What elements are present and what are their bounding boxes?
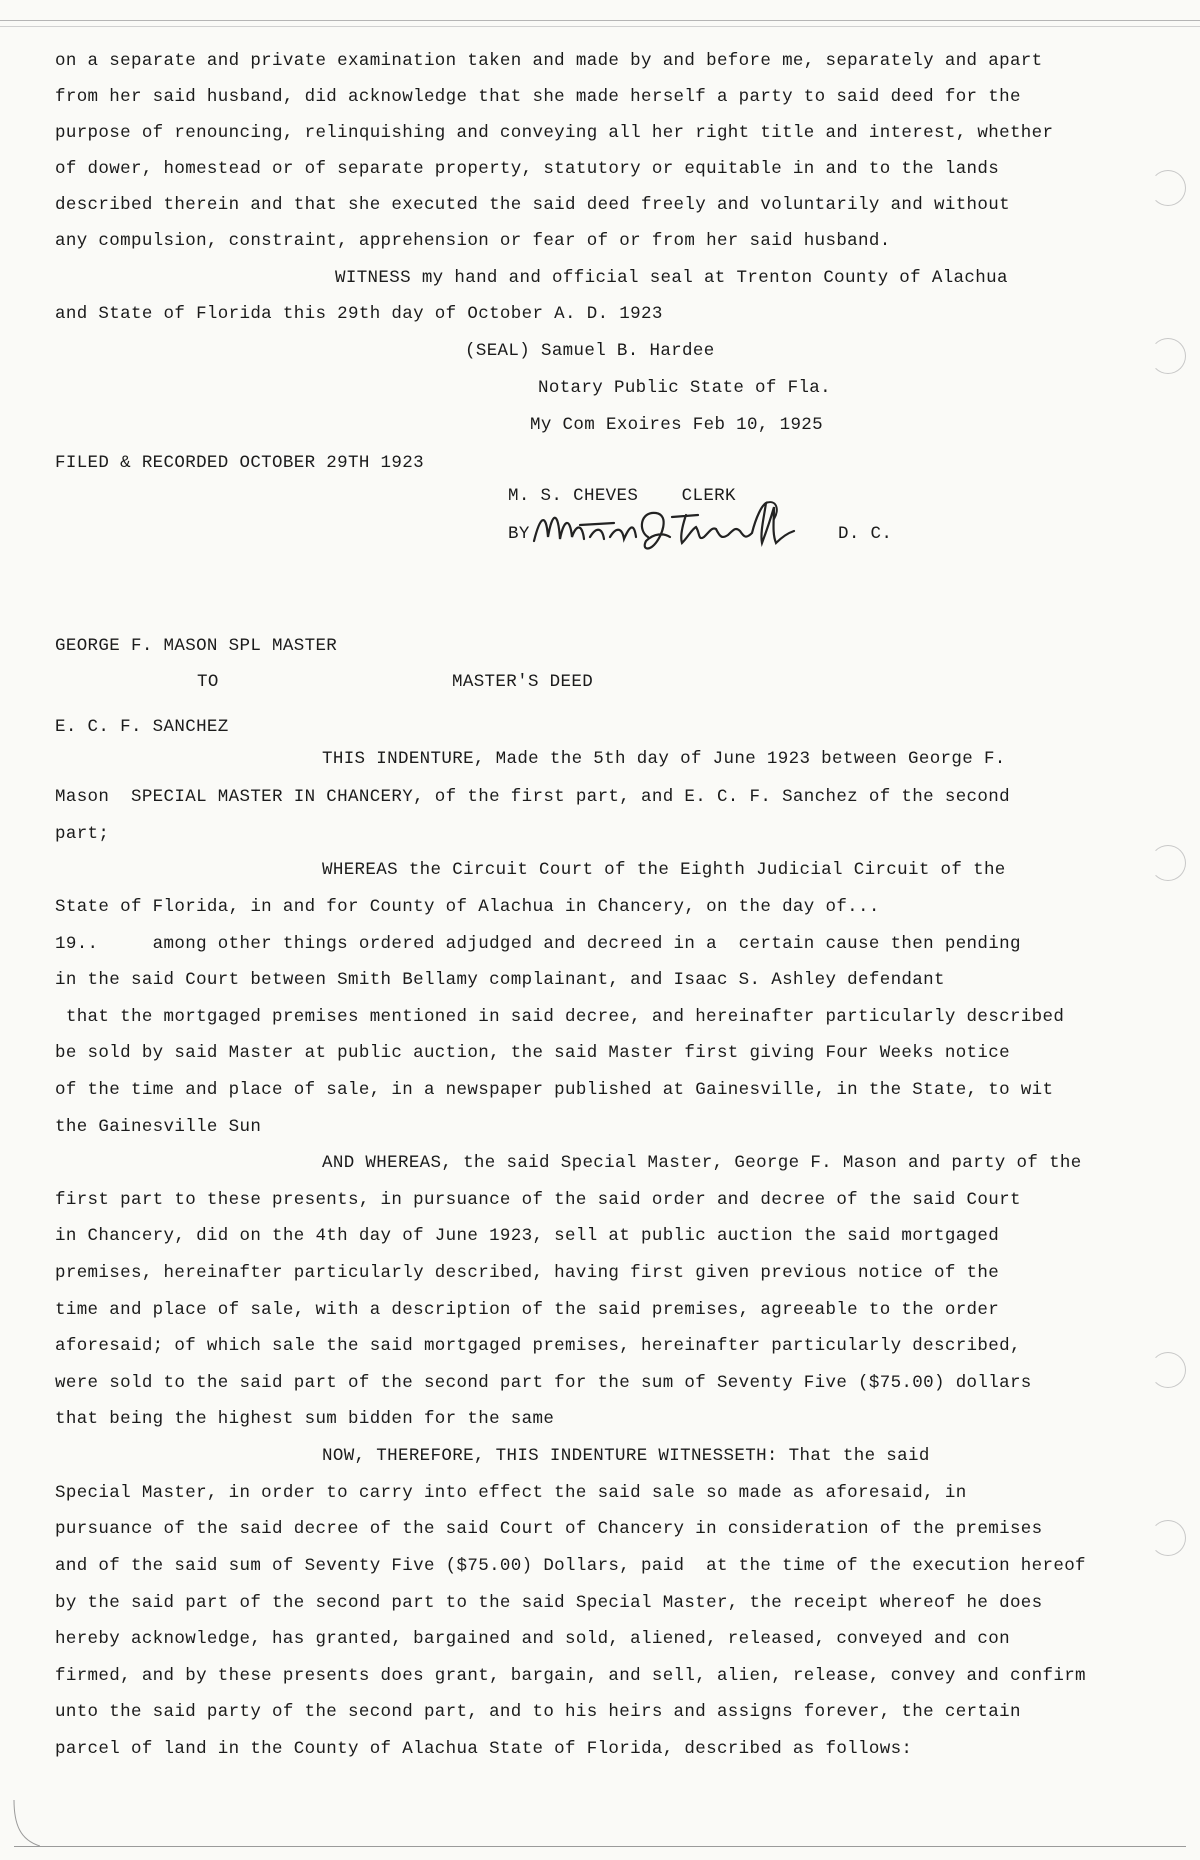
grantor-caption: GEORGE F. MASON SPL MASTER — [55, 636, 338, 656]
ack-line-1: on a separate and private examination taken and made by and before me, separately and apart — [55, 51, 1043, 71]
body-line-19: that being the highest sum bidden for the same — [55, 1409, 555, 1429]
body-line-8: that the mortgaged premises mentioned in said decree, and hereinafter particularly described — [55, 1007, 1065, 1027]
body-line-25: hereby acknowledge, has granted, bargained and sold, aliened, released, conveyed and con — [55, 1629, 1010, 1649]
body-line-1: THIS INDENTURE, Made the 5th day of June 1923 between George F. — [322, 749, 1006, 769]
deed-title: MASTER'S DEED — [452, 672, 594, 692]
body-line-12: AND WHEREAS, the said Special Master, George F. Mason and party of the — [322, 1153, 1082, 1173]
punch-hole — [1150, 1352, 1186, 1388]
top-rule — [0, 20, 1200, 21]
bottom-rule — [14, 1846, 1186, 1847]
ack-line-5: described therein and that she executed the said deed freely and voluntarily and without — [55, 195, 1010, 215]
body-line-3: part; — [55, 824, 110, 844]
ack-line-6: any compulsion, constraint, apprehension or fear of or from her said husband. — [55, 231, 891, 251]
body-line-16: time and place of sale, with a description of the said premises, agreeable to the order — [55, 1300, 1000, 1320]
deputy-clerk-label: D. C. — [838, 524, 893, 544]
body-line-22: pursuance of the said decree of the said Court of Chancery in consideration of the premises — [55, 1519, 1043, 1539]
body-line-2: Mason SPECIAL MASTER IN CHANCERY, of the first part, and E. C. F. Sanchez of the second — [55, 787, 1010, 807]
punch-hole — [1150, 1520, 1186, 1556]
body-line-24: by the said part of the second part to the said Special Master, the receipt whereof he does — [55, 1593, 1043, 1613]
body-line-6: 19.. among other things ordered adjudged and decreed in a certain cause then pending — [55, 934, 1021, 954]
ack-date-line: and State of Florida this 29th day of October A. D. 1923 — [55, 304, 663, 324]
ack-line-4: of dower, homestead or of separate property, statutory or equitable in and to the lands — [55, 159, 1000, 179]
punch-hole — [1150, 338, 1186, 374]
top-rule-secondary — [0, 26, 1200, 27]
body-line-11: the Gainesville Sun — [55, 1117, 262, 1137]
to-caption: TO — [197, 672, 219, 692]
by-label: BY — [508, 524, 530, 544]
body-line-23: and of the said sum of Seventy Five ($75.00) Dollars, paid at the time of the execution hereof — [55, 1556, 1086, 1576]
seal-line: (SEAL) Samuel B. Hardee — [465, 341, 715, 361]
body-line-17: aforesaid; of which sale the said mortgaged premises, hereinafter particularly described, — [55, 1336, 1021, 1356]
body-line-26: firmed, and by these presents does grant, bargain, and sell, alien, release, convey and confirm — [55, 1666, 1086, 1686]
body-line-18: were sold to the said part of the second part for the sum of Seventy Five ($75.00) dollars — [55, 1373, 1032, 1393]
body-line-10: of the time and place of sale, in a newspaper published at Gainesville, in the State, to wit — [55, 1080, 1054, 1100]
body-line-20: NOW, THEREFORE, THIS INDENTURE WITNESSETH: That the said — [322, 1446, 930, 1466]
page-corner-curl — [0, 1800, 40, 1850]
body-line-28: parcel of land in the County of Alachua State of Florida, described as follows: — [55, 1739, 913, 1759]
body-line-5: State of Florida, in and for County of Alachua in Chancery, on the day of... — [55, 897, 880, 917]
punch-hole — [1150, 170, 1186, 206]
body-line-21: Special Master, in order to carry into effect the said sale so made as aforesaid, in — [55, 1483, 967, 1503]
grantee-caption: E. C. F. SANCHEZ — [55, 717, 229, 737]
witness-line: WITNESS my hand and official seal at Trenton County of Alachua — [335, 268, 1008, 288]
ack-line-2: from her said husband, did acknowledge that she made herself a party to said deed for the — [55, 87, 1021, 107]
body-line-13: first part to these presents, in pursuance of the said order and decree of the said Court — [55, 1190, 1021, 1210]
clerk-line: M. S. CHEVES CLERK — [508, 486, 736, 506]
body-line-14: in Chancery, did on the 4th day of June 1923, sell at public auction the said mortgaged — [55, 1226, 1000, 1246]
punch-hole — [1150, 845, 1186, 881]
notary-line: Notary Public State of Fla. — [538, 378, 831, 398]
body-line-9: be sold by said Master at public auction, the said Master first giving Four Weeks notice — [55, 1043, 1010, 1063]
body-line-15: premises, hereinafter particularly described, having first given previous notice of the — [55, 1263, 1000, 1283]
body-line-27: unto the said party of the second part, and to his heirs and assigns forever, the certain — [55, 1702, 1021, 1722]
body-line-7: in the said Court between Smith Bellamy complainant, and Isaac S. Ashley defendant — [55, 970, 945, 990]
filed-recorded-line: FILED & RECORDED OCTOBER 29TH 1923 — [55, 453, 424, 473]
ack-line-3: purpose of renouncing, relinquishing and conveying all her right title and interest, whether — [55, 123, 1054, 143]
body-line-4: WHEREAS the Circuit Court of the Eighth Judicial Circuit of the — [322, 860, 1006, 880]
commission-line: My Com Exoires Feb 10, 1925 — [530, 415, 823, 435]
deputy-clerk-signature — [530, 497, 830, 557]
